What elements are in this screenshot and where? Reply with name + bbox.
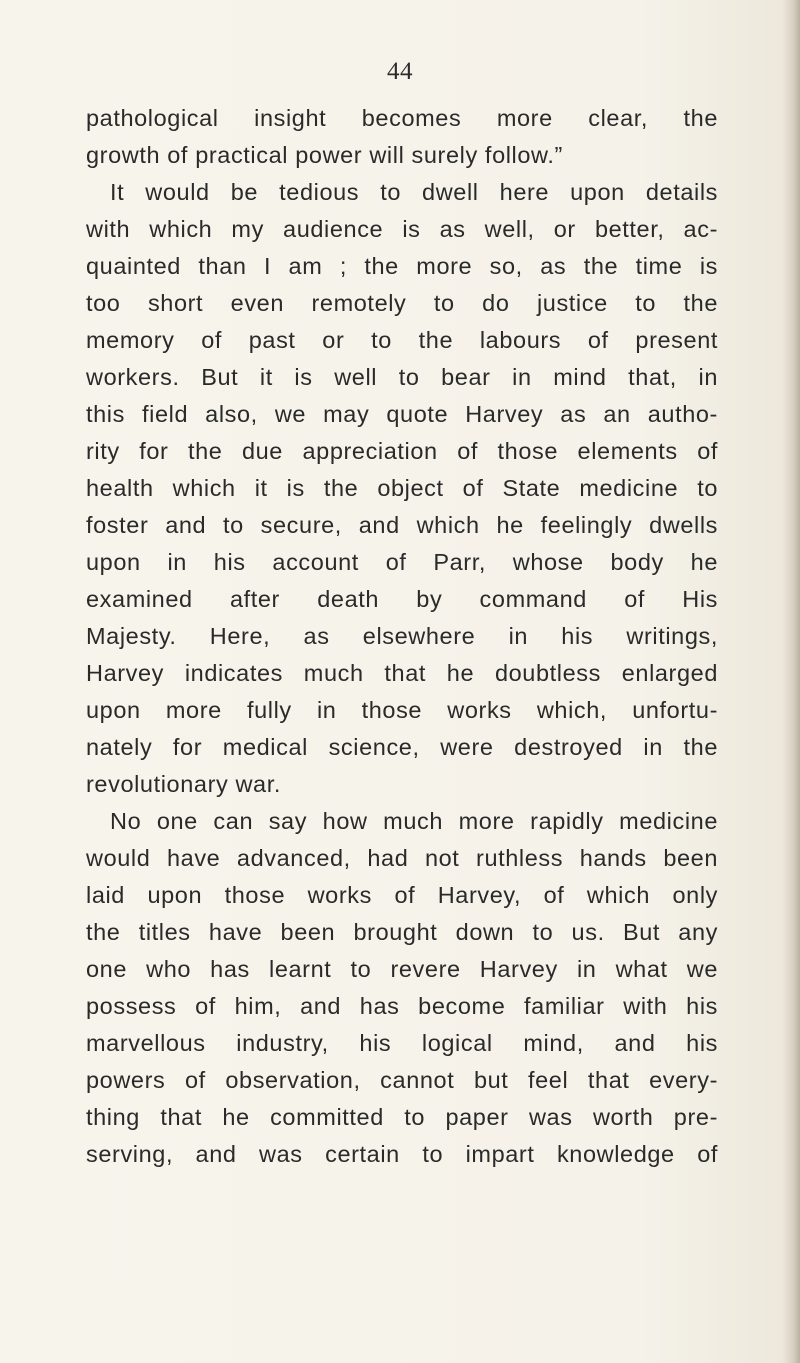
text-line: one who has learnt to revere Harvey in what we	[86, 956, 718, 982]
text-line: upon more fully in those works which, unfortu-	[86, 697, 718, 723]
text-line: upon in his account of Parr, whose body he	[86, 549, 718, 575]
text-line: thing that he committed to paper was worth pre-	[86, 1104, 718, 1130]
text-line: revolutionary war.	[86, 771, 281, 797]
text-line: with which my audience is as well, or better, ac-	[86, 216, 718, 242]
text-line: nately for medical science, were destroyed in the	[86, 734, 718, 760]
text-line: Harvey indicates much that he doubtless enlarged	[86, 660, 718, 686]
text-line: examined after death by command of His	[86, 586, 718, 612]
text-line: pathological insight becomes more clear, the	[86, 105, 718, 131]
text-line: health which it is the object of State medicine to	[86, 475, 718, 501]
text-line: too short even remotely to do justice to the	[86, 290, 718, 316]
text-line: possess of him, and has become familiar with his	[86, 993, 718, 1019]
text-line: memory of past or to the labours of present	[86, 327, 718, 353]
text-line: Majesty. Here, as elsewhere in his writings,	[86, 623, 718, 649]
page-number: 44	[387, 58, 413, 85]
text-line: marvellous industry, his logical mind, and his	[86, 1030, 718, 1056]
text-line: laid upon those works of Harvey, of which only	[86, 882, 718, 908]
text-line: growth of practical power will surely follow.”	[86, 142, 563, 168]
text-line: quainted than I am ; the more so, as the time is	[86, 253, 718, 279]
text-line: serving, and was certain to impart knowledge of	[86, 1141, 718, 1167]
text-line: It would be tedious to dwell here upon details	[110, 179, 718, 205]
text-line: foster and to secure, and which he feelingly dwells	[86, 512, 718, 538]
text-line: the titles have been brought down to us. But any	[86, 919, 718, 945]
text-line: rity for the due appreciation of those elements of	[86, 438, 718, 464]
text-line: workers. But it is well to bear in mind that, in	[86, 364, 718, 390]
text-line: No one can say how much more rapidly medicine	[110, 808, 718, 834]
text-line: this field also, we may quote Harvey as an autho-	[86, 401, 718, 427]
text-line: would have advanced, had not ruthless hands been	[86, 845, 718, 871]
text-line: powers of observation, cannot but feel that every-	[86, 1067, 718, 1093]
page-edge-shadow	[782, 0, 800, 1363]
body-text	[86, 100, 718, 1173]
